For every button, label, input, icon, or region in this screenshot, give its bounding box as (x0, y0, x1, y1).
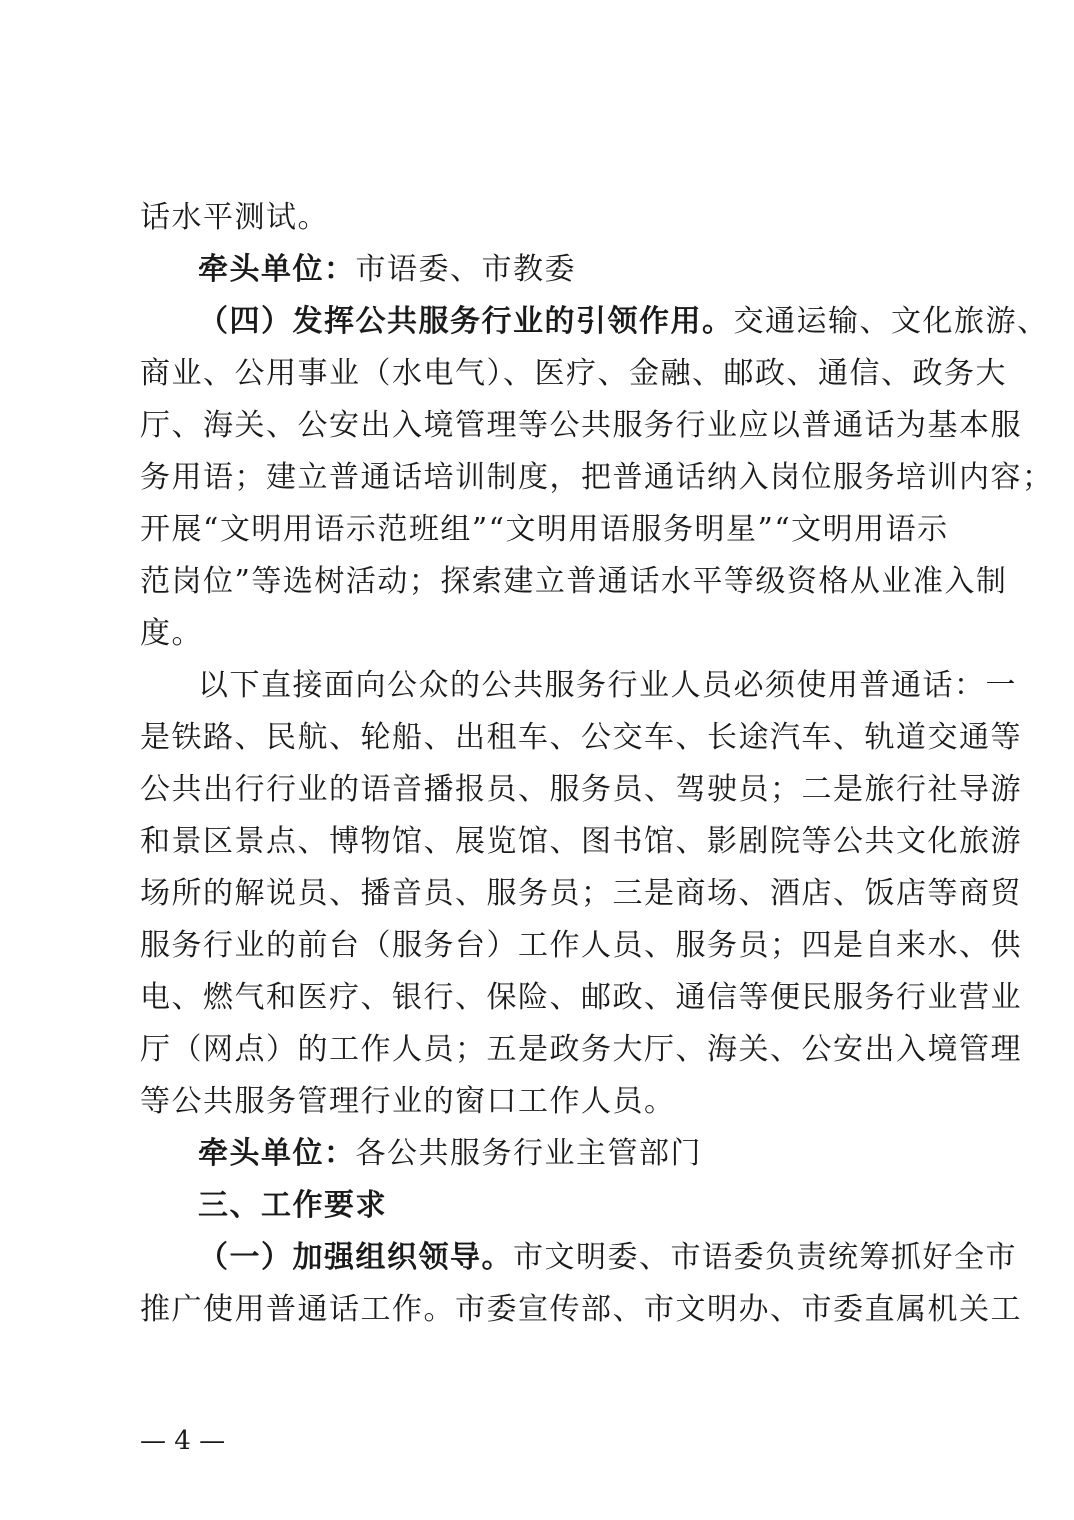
body-line: 公共出行行业的语音播报员、服务员、驾驶员；二是旅行社导游 (140, 772, 1022, 807)
lead-unit-value: 各公共服务行业主管部门 (355, 1136, 702, 1171)
section-heading: 三、工作要求 (198, 1188, 387, 1223)
body-line: 电、燃气和医疗、银行、保险、邮政、通信等便民服务行业营业 (140, 980, 1022, 1015)
subheading-line (198, 302, 1049, 342)
text-segment: 交通运输、文化旅游、 (733, 304, 1049, 339)
body-line: 商业、公用事业（水电气）、医疗、金融、邮政、通信、政务大 (140, 356, 1007, 391)
body-line: 以下直接面向公众的公共服务行业人员必须使用普通话：一 (198, 668, 1017, 703)
lead-unit-line (198, 1134, 940, 1174)
body-line: 范岗位”等选树活动；探索建立普通话水平等级资格从业准入制 (140, 564, 1008, 599)
body-line: 开展“文明用语示范班组”“文明用语服务明星”“文明用语示 (140, 512, 949, 547)
body-line: 厅（网点）的工作人员；五是政务大厅、海关、公安出入境管理 (140, 1032, 1022, 1067)
body-line: 服务行业的前台（服务台）工作人员、服务员；四是自来水、供 (140, 928, 1022, 963)
subheading-one: （一）加强组织领导。 (198, 1240, 513, 1275)
lead-unit-value: 市语委、市教委 (355, 252, 576, 287)
body-line: 是铁路、民航、轮船、出租车、公交车、长途汽车、轨道交通等 (140, 720, 1022, 755)
lead-unit-line (198, 250, 940, 290)
body-line (140, 198, 940, 238)
body-line: 和景区景点、博物馆、展览馆、图书馆、影剧院等公共文化旅游 (140, 824, 1022, 859)
body-line: 推广使用普通话工作。市委宣传部、市文明办、市委直属机关工 (140, 1292, 1022, 1327)
subheading-four: （四）发挥公共服务行业的引领作用。 (198, 304, 734, 339)
subheading-line (198, 1238, 1017, 1278)
body-line: 厅、海关、公安出入境管理等公共服务行业应以普通话为基本服 (140, 408, 1022, 443)
body-line: 场所的解说员、播音员、服务员；三是商场、酒店、饭店等商贸 (140, 876, 1022, 911)
body-line: 度。 (140, 616, 203, 651)
text-segment: 市文明委、市语委负责统筹抓好全市 (513, 1240, 1017, 1275)
lead-unit-label: 牵头单位： (198, 252, 356, 287)
body-line: 务用语；建立普通话培训制度，把普通话纳入岗位服务培训内容； (140, 460, 1054, 495)
page-number: — 4 — (140, 1426, 226, 1456)
lead-unit-label: 牵头单位： (198, 1136, 356, 1171)
text-segment: 话水平测试。 (140, 200, 329, 235)
body-line: 等公共服务管理行业的窗口工作人员。 (140, 1084, 676, 1119)
